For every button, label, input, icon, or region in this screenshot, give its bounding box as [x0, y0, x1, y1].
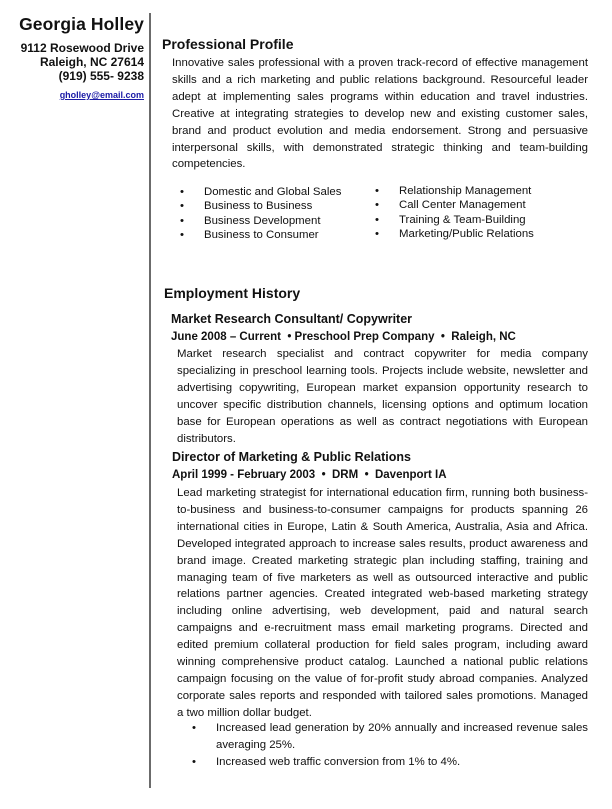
- candidate-name: Georgia Holley: [19, 14, 144, 34]
- skills-list-left: [176, 185, 341, 242]
- city-state-zip: Raleigh, NC 27614: [39, 55, 144, 69]
- phone-number: (919) 555- 9238: [58, 69, 144, 83]
- vertical-divider: [149, 13, 151, 788]
- job-description: Market research specialist and contract copywriter for media company specializing in preschool learning tools. Projects include website, newsletter and advertising copywriting, European market expansion opportunity research to uncover specific distribution channels, licensing options and optimum location base for European operations as well as contract negotiations with European distributors.: [177, 348, 588, 445]
- job-title: Director of Marketing & Public Relations: [172, 450, 411, 464]
- email-link[interactable]: gholley@email.com: [59, 90, 144, 100]
- skill-item: • Business Development: [176, 214, 341, 228]
- skill-item: • Call Center Management: [371, 198, 534, 212]
- profile-heading: Professional Profile: [162, 36, 294, 52]
- job-description: Lead marketing strategist for international education firm, running both business-to-business and business-to-consumer campaigns for products spanning 26 international cities in Europe, Latin & South America, Australia, Asia and Africa. Developed integrated approach to increase sales results, product awareness and brand image. Created marketing strategic plan including staffing, training and managing team of five marketers as well as outsourced interactive and public relations partner agencies. Created integrated web-based marketing strategy including online advertising, web development, paid and natural search campaigns and e-recruitment mass email marketing programs. Directed and edited premium collateral production for field sales program, including award winning comprehensive product catalog. Launched a national public relations campaign focusing on the value of for-profit study abroad companies. Analyzed corporate sales reports and responded with tailored sales promotions. Managed a two million dollar budget.: [177, 487, 588, 719]
- achievements-list: [177, 720, 588, 771]
- contact-block: [19, 14, 144, 100]
- skill-item: • Business to Consumer: [176, 228, 341, 242]
- street-address: 9112 Rosewood Drive: [20, 41, 144, 55]
- job-meta: June 2008 – Current • Preschool Prep Company • Raleigh, NC: [171, 331, 516, 343]
- skill-item: • Training & Team-Building: [371, 213, 534, 227]
- skill-item: • Relationship Management: [371, 184, 534, 198]
- job-meta: April 1999 - February 2003 • DRM • Davenport IA: [172, 469, 447, 481]
- skills-list-right: [371, 184, 534, 241]
- employment-heading: Employment History: [164, 285, 301, 301]
- achievement-item: • Increased web traffic conversion from 1% to 4%.: [177, 754, 588, 771]
- skill-item: • Domestic and Global Sales: [176, 185, 341, 199]
- skill-item: • Marketing/Public Relations: [371, 227, 534, 241]
- address-block: [19, 41, 144, 83]
- profile-summary: Innovative sales professional with a proven track-record of effective management skills and a rich marketing and public relations background. Resourceful leader adept at implementing sales programs within education and travel industries. Creative at integrating strategies to develop new and existing customer sales, brand and product evolution and media endorsement. Strong and persuasive interpersonal skills, with demonstrated strategic thinking and team-building competencies.: [172, 57, 588, 171]
- achievement-item: • Increased lead generation by 20% annually and increased revenue sales averaging 25%.: [177, 720, 588, 754]
- skill-item: • Business to Business: [176, 199, 341, 213]
- job-title: Market Research Consultant/ Copywriter: [171, 312, 413, 326]
